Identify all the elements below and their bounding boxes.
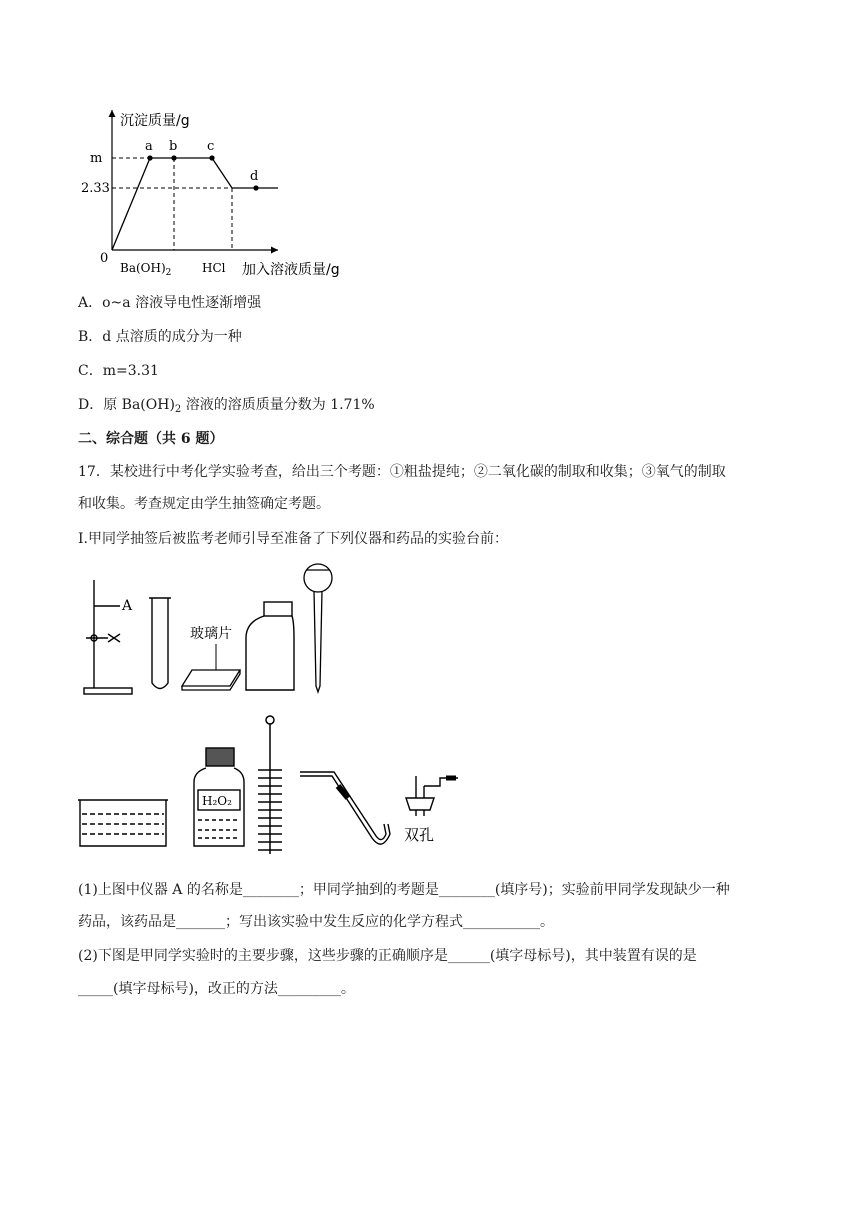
point-label-c: c bbox=[207, 139, 215, 154]
point-b bbox=[171, 155, 176, 160]
x-axis-label: 加入溶液质量/g bbox=[242, 262, 340, 278]
y-tick-m: m bbox=[90, 151, 103, 166]
point-d bbox=[253, 185, 258, 190]
x-label-baoh: $Ba(OH)_2$ bbox=[120, 261, 172, 278]
option-a: A．o~a 溶液导电性逐渐增强 bbox=[78, 295, 262, 311]
water-trough-icon bbox=[78, 800, 168, 846]
y-axis-label: 沉淀质量/g bbox=[120, 113, 190, 129]
apparatus-row-2 bbox=[78, 712, 478, 864]
option-d-sub: 2 bbox=[174, 404, 182, 415]
q17-p1-line2: 药品，该药品是_______；写出该实验中发生反应的化学方程式___________。 bbox=[78, 914, 554, 930]
option-c: C．m=3.31 bbox=[78, 363, 159, 379]
label-A: A bbox=[122, 598, 133, 614]
section-title: 二、综合题（共 6 题） bbox=[78, 431, 224, 447]
point-label-a: a bbox=[145, 139, 153, 154]
origin-label: 0 bbox=[100, 251, 109, 266]
option-b: B．d 点溶质的成分为一种 bbox=[78, 329, 242, 345]
q17-p2-line1: (2)下图是甲同学实验时的主要步骤，这些步骤的正确顺序是______(填字母标号)，其中装置有误的是 bbox=[78, 948, 697, 964]
test-tube-icon bbox=[152, 598, 168, 689]
point-label-d: d bbox=[250, 169, 259, 184]
option-d bbox=[78, 395, 375, 420]
bent-delivery-tube-icon bbox=[300, 772, 390, 844]
long-neck-funnel-icon bbox=[304, 564, 332, 692]
double-hole-stopper-icon bbox=[406, 776, 458, 816]
x-label-hcl: HCl bbox=[202, 261, 226, 275]
option-d-pre: D．原 Ba(OH) bbox=[78, 397, 175, 413]
gas-jar-icon bbox=[246, 602, 294, 690]
q17-line3: I.甲同学抽签后被监考老师引导至准备了下列仪器和药品的实验台前： bbox=[78, 531, 508, 547]
y-tick-233: 2.33 bbox=[81, 181, 110, 196]
point-label-b: b bbox=[169, 139, 178, 154]
test-tube-brush-icon bbox=[258, 716, 282, 854]
label-h2o2: H₂O₂ bbox=[202, 794, 232, 808]
glass-plate-icon bbox=[182, 670, 240, 690]
label-glass-plate: 玻璃片 bbox=[190, 626, 232, 642]
label-double-hole: 双孔 bbox=[404, 826, 435, 844]
precipitate-graph bbox=[78, 100, 368, 280]
q17-line2: 和收集。考查规定由学生抽签确定考题。 bbox=[78, 496, 330, 512]
option-d-post: 溶液的溶质质量分数为 1.71% bbox=[181, 397, 375, 413]
point-a bbox=[147, 155, 152, 160]
q17-p1-line1: (1)上图中仪器 A 的名称是________；甲同学抽到的考题是________(填序号)；实验前甲同学发现缺少一种 bbox=[78, 882, 730, 898]
q17-p2-line2: _____(填字母标号)，改正的方法_________。 bbox=[78, 981, 355, 997]
point-c bbox=[209, 155, 214, 160]
q17-line1: 17．某校进行中考化学实验考查，给出三个考题：①粗盐提纯；②二氧化碳的制取和收集；③氧气的制取 bbox=[78, 464, 726, 480]
apparatus-row-1 bbox=[78, 558, 358, 700]
